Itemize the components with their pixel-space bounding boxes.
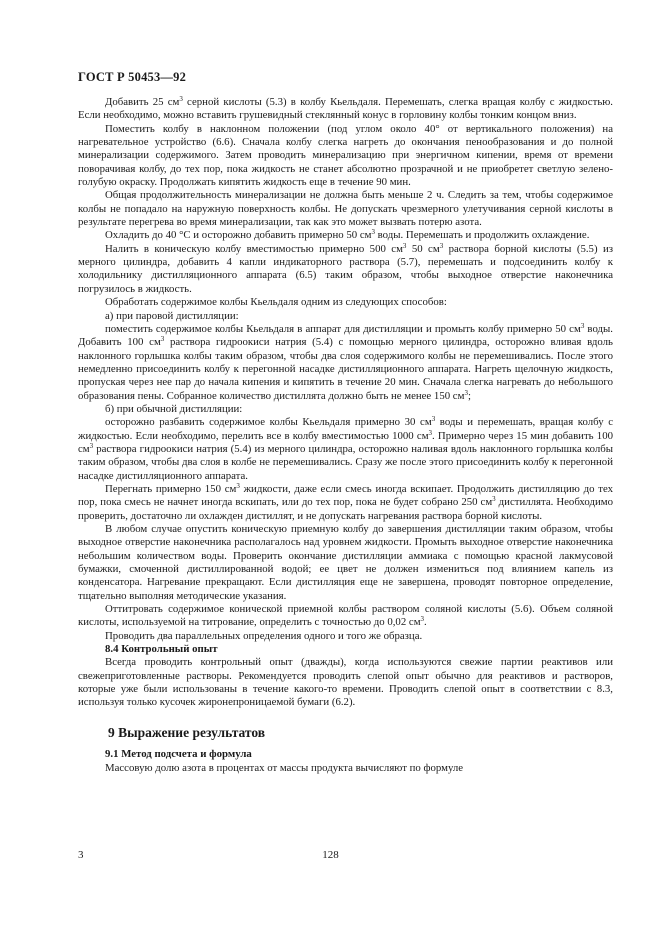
paragraph: Охладить до 40 °С и осторожно добавить примерно 50 $см^3$ воды. Перемешать и продолжить охлаждение. xyxy=(105,228,590,242)
paragraph: Проводить два параллельных определения одного и того же образца. xyxy=(105,629,423,642)
paragraph: В любом случае опустить коническую приемную колбу до завершения дистилляции таким образом, чтобы выходное отверстие наконечника располагалось над уровнем жидкости. Промыть выходное отверстие наконечника небольшим количеством воды. Проверить окончание дистилляции аммиака с помощью красной лакмусовой бумажки, смоченной дистиллированной водой; ее цвет не должен измениться под влиянием капель из конденсатора. Нагревание прекращают. Если дистилляция еще не завершена, проводят повторное определение, тщательно выполняя методические указания. xyxy=(78,523,613,602)
section-heading-8-4: 8.4 Контрольный опыт xyxy=(105,643,218,656)
list-item-label: б) при обычной дистилляции: xyxy=(105,402,243,415)
paragraph: Налить в коническую колбу вместимостью примерно 500 $см^3$ 50 $см^3$ раствора борной кислоты (5.5) из мерного цилиндра, добавить 4 капли индикаторного раствора (5.7), перемешать и подсоединить колбу к холодильнику дистилляционного аппарата (6.5) таким образом, чтобы выходное отверстие наконечника погрузилось в жидкость. xyxy=(78,241,614,295)
section-heading-9-1: 9.1 Метод подсчета и формула xyxy=(105,748,252,761)
page-number: 128 xyxy=(322,849,339,861)
paragraph: Всегда проводить контрольный опыт (дважды), когда используются свежие партии реактивов или свежеприготовленные растворы. Рекомендуется проводить слепой опыт обычно для реактивов и растворов, которые уже были использованы в течение какого-то времени. Проводить слепой опыт в соответствии с 8.3, используя только кусочек жиронепроницаемой бумаги (6.2). xyxy=(78,656,613,709)
paragraph: Массовую долю азота в процентах от массы продукта вычисляют по формуле xyxy=(105,761,464,774)
paragraph: осторожно разбавить содержимое колбы Кьельдаля примерно 30 $см^3$ воды и перемешать, вращая колбу с жидкостью. Если необходимо, перелить все в колбу вместимостью 1000 $см^3$. Примерно через 15 мин добавить 100 $см^3$ раствора гидроокиси натрия (5.4) из мерного цилиндра, осторожно наливая вдоль наклонного горлышка колбы таким образом, чтобы два слоя в колбе не перемешивались. Сразу же после этого присоединить колбу к перегонной насадке дистилляционного аппарата. xyxy=(78,415,613,482)
paragraph: Обработать содержимое колбы Кьельдаля одним из следующих способов: xyxy=(105,296,447,309)
document-body xyxy=(78,96,613,775)
paragraph: Добавить 25 $см^3$ серной кислоты (5.3) в колбу Кьельдаля. Перемешать, слегка вращая колбу с жидкостью. Если необходимо, можно вставить грушевидный стеклянный конус в горловину колбы тонким концом вниз. xyxy=(78,95,614,122)
list-item-label: а) при паровой дистилляции: xyxy=(105,309,239,322)
paragraph: поместить содержимое колбы Кьельдаля в аппарат для дистилляции и промыть колбу примерно 50 $см^3$ воды. Добавить 100 $см^3$ раствора гидроокиси натрия (5.4) с помощью мерного цилиндра, осторожно вливая вдоль наклонного горлышка колбы таким образом, чтобы два слоя содержимого колбы не перемешивались. После этого немедленно присоединить колбу к перегонной насадке дистилляционного аппарата. Нагреть щелочную жидкость, пропуская через нее пар до начала кипения и кипятить в течение 20 мин. Сначала слегка нагревать до небольшого образования пены. Собранное количество дистиллята должно быть не менее 150 $см^3$; xyxy=(78,321,613,402)
paragraph: Перегнать примерно 150 $см^3$ жидкости, даже если смесь иногда вскипает. Продолжить дистилляцию до тех пор, пока смесь не начнет иногда вскипать, или до тех пор, пока не будет собрано 250 $см^3$ дистиллята. Необходимо проверить, достаточно ли охлажден дистиллят, и не допускать нагревания раствора борной кислоты. xyxy=(78,481,613,522)
paragraph: Общая продолжительность минерализации не должна быть меньше 2 ч. Следить за тем, чтобы содержимое колбы не попадало на наружную поверхность колбы. Не допускать чрезмерного улетучивания серной кислоты в результате перегрева во время минерализации, так как это может вызвать потерю азота. xyxy=(78,189,613,229)
paragraph: Оттитровать содержимое конической приемной колбы раствором соляной кислоты (5.6). Объем соляной кислоты, используемой на титрование, определить с точностью до 0,02 $см^3$. xyxy=(78,603,613,629)
footer-left-number: 3 xyxy=(78,849,84,861)
paragraph: Поместить колбу в наклонном положении (под углом около 40° от вертикального положения) на нагревательное устройство (6.6). Сначала колбу слегка нагреть до окончания пенообразования и до полной минерализации содержимого. Затем проводить минерализацию при энергичном кипении, время от времени поворачивая колбу, до тех пор, пока жидкость не станет абсолютно прозрачной и не приобретет светлую зелено-голубую окраску. Продолжать кипятить жидкость еще в течение 90 мин. xyxy=(78,122,613,189)
document-header-title: ГОСТ Р 50453—92 xyxy=(78,70,187,84)
section-heading-9: 9 Выражение результатов xyxy=(108,724,266,740)
